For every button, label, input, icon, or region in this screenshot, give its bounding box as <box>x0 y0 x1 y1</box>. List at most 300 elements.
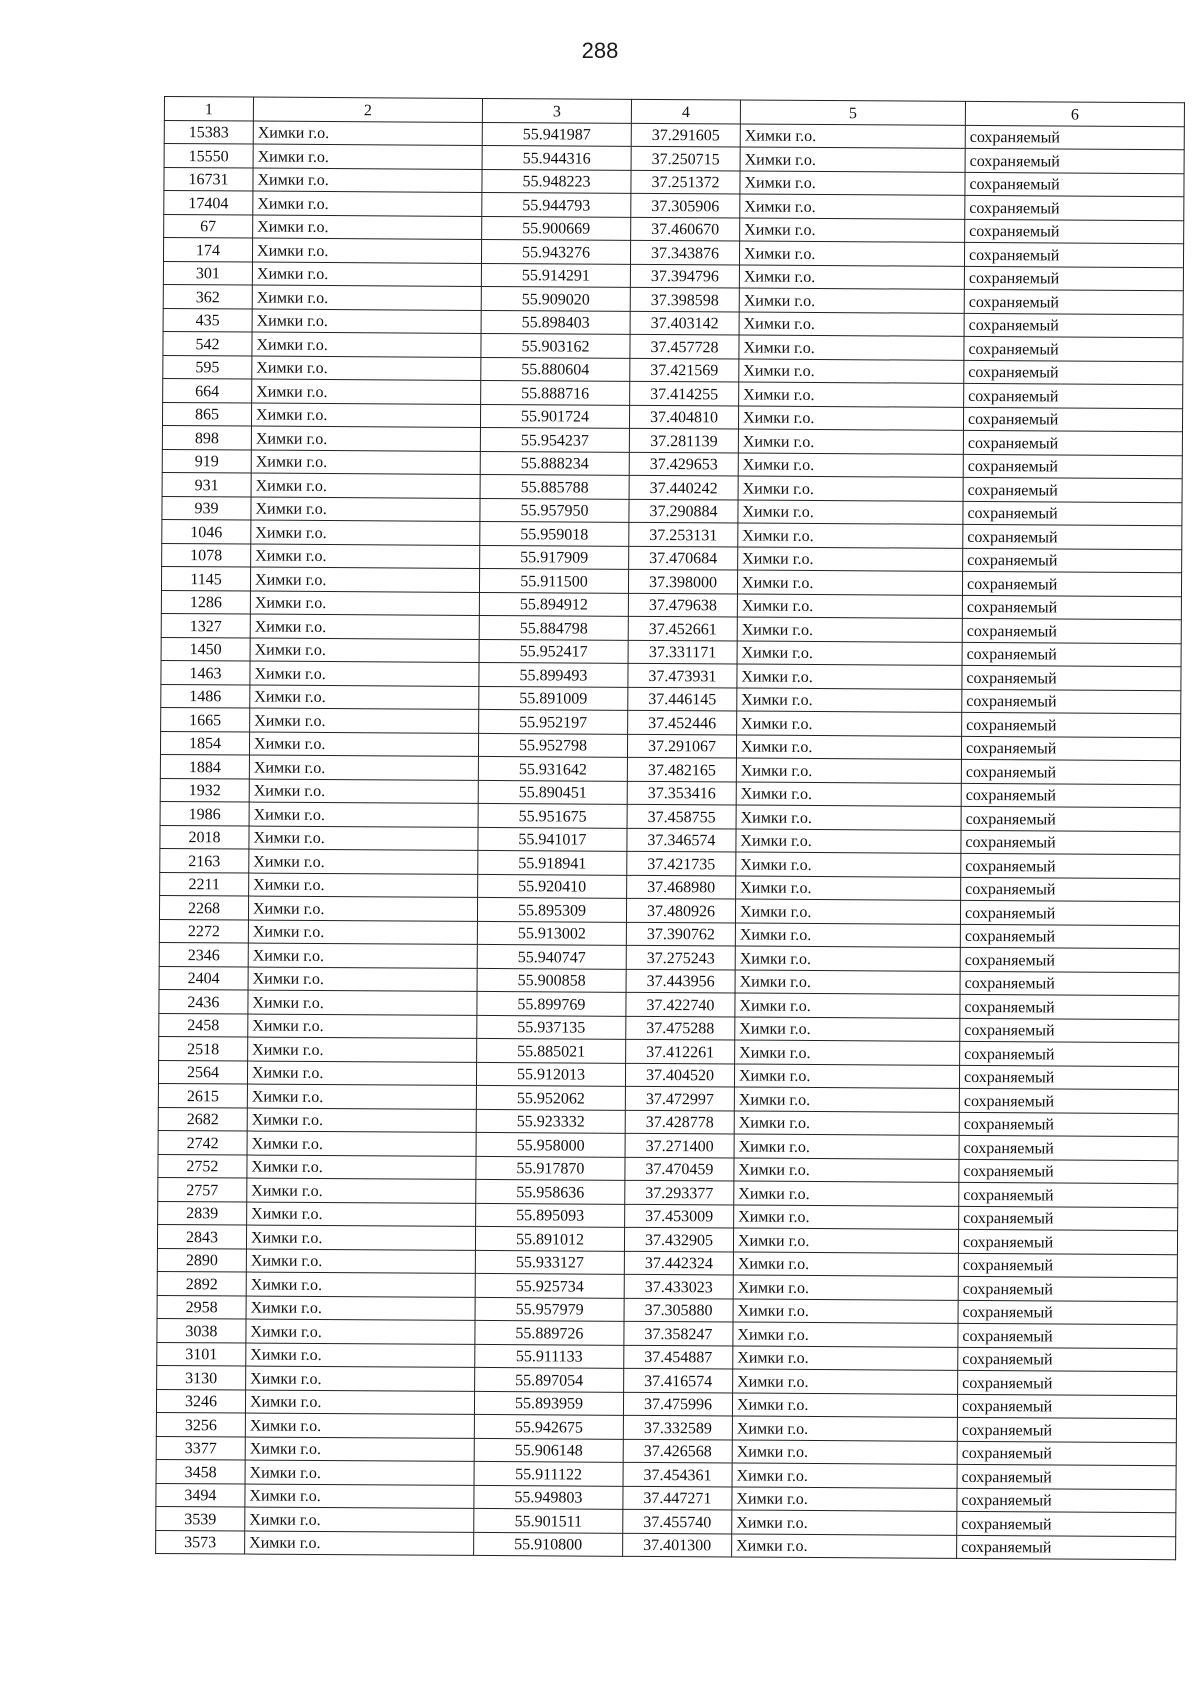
cell-object-id: 1486 <box>161 684 250 708</box>
cell-object-id: 1046 <box>162 519 251 543</box>
header-col-6: 6 <box>965 101 1184 126</box>
cell-status: сохраняемый <box>964 289 1183 314</box>
cell-municipality: Химки г.о. <box>738 476 963 501</box>
cell-district: Химки г.о. <box>248 990 477 1015</box>
cell-latitude: 55.948223 <box>482 169 631 193</box>
cell-latitude: 55.898403 <box>481 310 630 334</box>
cell-district: Химки г.о. <box>247 1178 476 1203</box>
header-col-3: 3 <box>482 98 631 122</box>
cell-district: Химки г.о. <box>249 873 478 898</box>
cell-status: сохраняемый <box>959 1088 1178 1113</box>
cell-latitude: 55.903162 <box>481 333 630 357</box>
data-table <box>155 96 1185 1560</box>
cell-district: Химки г.о. <box>250 661 479 686</box>
cell-latitude: 55.957979 <box>475 1297 624 1321</box>
cell-latitude: 55.944316 <box>482 145 631 169</box>
cell-longitude: 37.305906 <box>631 193 740 217</box>
cell-municipality: Химки г.о. <box>732 1486 957 1511</box>
cell-status: сохраняемый <box>961 806 1180 831</box>
cell-object-id: 1145 <box>161 566 250 590</box>
cell-latitude: 55.914291 <box>481 263 630 287</box>
cell-district: Химки г.о. <box>246 1343 475 1368</box>
cell-object-id: 435 <box>163 308 252 332</box>
cell-municipality: Химки г.о. <box>734 1111 959 1136</box>
cell-latitude: 55.889726 <box>475 1320 624 1344</box>
cell-object-id: 174 <box>163 238 252 262</box>
cell-municipality: Химки г.о. <box>740 124 965 149</box>
cell-district: Химки г.о. <box>246 1249 475 1274</box>
cell-longitude: 37.253131 <box>629 522 738 546</box>
cell-district: Химки г.о. <box>251 403 480 428</box>
cell-municipality: Химки г.о. <box>736 735 961 760</box>
cell-latitude: 55.959018 <box>480 521 629 545</box>
cell-latitude: 55.957950 <box>480 498 629 522</box>
cell-longitude: 37.470459 <box>625 1157 734 1181</box>
cell-district: Химки г.о. <box>250 685 479 710</box>
cell-object-id: 664 <box>163 378 252 402</box>
cell-status: сохраняемый <box>959 1182 1178 1207</box>
cell-district: Химки г.о. <box>245 1390 474 1415</box>
cell-object-id: 2757 <box>158 1177 247 1201</box>
cell-longitude: 37.475288 <box>626 1016 735 1040</box>
cell-latitude: 55.885788 <box>480 474 629 498</box>
cell-status: сохраняемый <box>957 1488 1176 1513</box>
cell-status: сохраняемый <box>965 125 1184 150</box>
cell-district: Химки г.о. <box>251 544 480 569</box>
cell-longitude: 37.403142 <box>630 311 739 335</box>
cell-longitude: 37.470684 <box>629 546 738 570</box>
cell-municipality: Химки г.о. <box>736 758 961 783</box>
cell-longitude: 37.305880 <box>624 1298 733 1322</box>
cell-district: Химки г.о. <box>250 591 479 616</box>
cell-district: Химки г.о. <box>249 732 478 757</box>
cell-status: сохраняемый <box>964 313 1183 338</box>
cell-municipality: Химки г.о. <box>733 1322 958 1347</box>
cell-municipality: Химки г.о. <box>735 899 960 924</box>
cell-status: сохраняемый <box>958 1323 1177 1348</box>
cell-district: Химки г.о. <box>247 1084 476 1109</box>
cell-longitude: 37.291605 <box>631 123 740 147</box>
cell-longitude: 37.414255 <box>630 381 739 405</box>
cell-municipality: Химки г.о. <box>738 429 963 454</box>
cell-object-id: 2458 <box>159 1013 248 1037</box>
cell-status: сохраняемый <box>959 1065 1178 1090</box>
cell-district: Химки г.о. <box>253 144 482 169</box>
cell-longitude: 37.346574 <box>627 828 736 852</box>
cell-municipality: Химки г.о. <box>738 547 963 572</box>
cell-status: сохраняемый <box>961 853 1180 878</box>
cell-latitude: 55.954237 <box>480 427 629 451</box>
cell-municipality: Химки г.о. <box>739 359 964 384</box>
cell-latitude: 55.890451 <box>478 780 627 804</box>
cell-object-id: 301 <box>163 261 252 285</box>
cell-municipality: Химки г.о. <box>737 617 962 642</box>
cell-longitude: 37.421569 <box>630 358 739 382</box>
cell-district: Химки г.о. <box>249 779 478 804</box>
cell-latitude: 55.958000 <box>476 1132 625 1156</box>
cell-municipality: Химки г.о. <box>736 876 961 901</box>
cell-longitude: 37.455740 <box>623 1509 732 1533</box>
cell-district: Химки г.о. <box>251 450 480 475</box>
cell-object-id: 2839 <box>158 1201 247 1225</box>
cell-district: Химки г.о. <box>252 238 481 263</box>
page-number: 288 <box>581 38 619 63</box>
cell-municipality: Химки г.о. <box>739 241 964 266</box>
cell-object-id: 362 <box>163 284 252 308</box>
cell-status: сохраняемый <box>960 994 1179 1019</box>
cell-status: сохраняемый <box>962 595 1181 620</box>
cell-object-id: 1327 <box>161 613 250 637</box>
cell-longitude: 37.416574 <box>624 1368 733 1392</box>
cell-longitude: 37.275243 <box>626 945 735 969</box>
cell-status: сохраняемый <box>961 736 1180 761</box>
cell-municipality: Химки г.о. <box>737 664 962 689</box>
cell-district: Химки г.о. <box>253 215 482 240</box>
cell-latitude: 55.906148 <box>474 1438 623 1462</box>
cell-status: сохраняемый <box>957 1511 1176 1536</box>
cell-status: сохраняемый <box>962 571 1181 596</box>
cell-status: сохраняемый <box>961 830 1180 855</box>
cell-object-id: 542 <box>163 331 252 355</box>
cell-municipality: Химки г.о. <box>739 265 964 290</box>
cell-object-id: 2615 <box>158 1083 247 1107</box>
cell-municipality: Химки г.о. <box>740 194 965 219</box>
cell-latitude: 55.944793 <box>482 192 631 216</box>
cell-object-id: 17404 <box>164 191 253 215</box>
cell-district: Химки г.о. <box>245 1460 474 1485</box>
cell-municipality: Химки г.о. <box>734 1158 959 1183</box>
cell-longitude: 37.390762 <box>626 922 735 946</box>
cell-longitude: 37.458755 <box>627 804 736 828</box>
cell-latitude: 55.958636 <box>476 1179 625 1203</box>
cell-longitude: 37.332589 <box>623 1415 732 1439</box>
cell-municipality: Химки г.о. <box>736 805 961 830</box>
cell-district: Химки г.о. <box>252 285 481 310</box>
cell-object-id: 595 <box>163 355 252 379</box>
cell-longitude: 37.426568 <box>623 1439 732 1463</box>
cell-latitude: 55.942675 <box>474 1414 623 1438</box>
cell-object-id: 3246 <box>156 1389 245 1413</box>
cell-object-id: 2843 <box>157 1224 246 1248</box>
cell-latitude: 55.885021 <box>477 1038 626 1062</box>
cell-object-id: 931 <box>162 472 251 496</box>
cell-status: сохраняемый <box>960 900 1179 925</box>
cell-latitude: 55.941017 <box>478 827 627 851</box>
cell-object-id: 3377 <box>156 1436 245 1460</box>
cell-status: сохраняемый <box>960 971 1179 996</box>
cell-district: Химки г.о. <box>249 755 478 780</box>
cell-longitude: 37.440242 <box>629 475 738 499</box>
cell-municipality: Химки г.о. <box>738 453 963 478</box>
cell-district: Химки г.о. <box>251 520 480 545</box>
cell-object-id: 1854 <box>160 731 249 755</box>
cell-district: Химки г.о. <box>248 920 477 945</box>
cell-object-id: 2682 <box>158 1107 247 1131</box>
cell-municipality: Химки г.о. <box>732 1463 957 1488</box>
cell-latitude: 55.893959 <box>474 1391 623 1415</box>
cell-longitude: 37.475996 <box>623 1392 732 1416</box>
cell-object-id: 865 <box>162 402 251 426</box>
cell-latitude: 55.888234 <box>480 451 629 475</box>
cell-object-id: 3038 <box>157 1318 246 1342</box>
cell-object-id: 1665 <box>161 707 250 731</box>
cell-status: сохраняемый <box>961 783 1180 808</box>
cell-municipality: Химки г.о. <box>739 335 964 360</box>
cell-latitude: 55.931642 <box>478 756 627 780</box>
cell-latitude: 55.917909 <box>480 545 629 569</box>
cell-status: сохраняемый <box>961 759 1180 784</box>
cell-status: сохраняемый <box>964 336 1183 361</box>
cell-status: сохраняемый <box>961 877 1180 902</box>
cell-district: Химки г.о. <box>247 1131 476 1156</box>
cell-longitude: 37.358247 <box>624 1321 733 1345</box>
cell-municipality: Химки г.о. <box>740 147 965 172</box>
cell-longitude: 37.404520 <box>625 1063 734 1087</box>
cell-object-id: 2890 <box>157 1248 246 1272</box>
cell-object-id: 3458 <box>156 1459 245 1483</box>
cell-latitude: 55.911500 <box>479 568 628 592</box>
cell-object-id: 2742 <box>158 1130 247 1154</box>
cell-longitude: 37.442324 <box>624 1251 733 1275</box>
cell-object-id: 15383 <box>164 120 253 144</box>
cell-status: сохраняемый <box>960 1018 1179 1043</box>
cell-district: Химки г.о. <box>245 1437 474 1462</box>
cell-district: Химки г.о. <box>245 1413 474 1438</box>
cell-status: сохраняемый <box>965 219 1184 244</box>
cell-longitude: 37.343876 <box>630 240 739 264</box>
cell-status: сохраняемый <box>964 360 1183 385</box>
cell-district: Химки г.о. <box>245 1507 474 1532</box>
cell-status: сохраняемый <box>962 618 1181 643</box>
cell-municipality: Химки г.о. <box>733 1252 958 1277</box>
cell-object-id: 15550 <box>164 144 253 168</box>
cell-longitude: 37.460670 <box>631 217 740 241</box>
cell-status: сохраняемый <box>958 1229 1177 1254</box>
cell-municipality: Химки г.о. <box>733 1345 958 1370</box>
cell-longitude: 37.428778 <box>625 1110 734 1134</box>
cell-latitude: 55.897054 <box>475 1367 624 1391</box>
cell-status: сохраняемый <box>964 383 1183 408</box>
cell-longitude: 37.281139 <box>629 428 738 452</box>
cell-status: сохраняемый <box>957 1394 1176 1419</box>
cell-longitude: 37.457728 <box>630 334 739 358</box>
cell-district: Химки г.о. <box>252 379 481 404</box>
cell-district: Химки г.о. <box>247 1202 476 1227</box>
cell-status: сохраняемый <box>962 689 1181 714</box>
cell-latitude: 55.952417 <box>479 639 628 663</box>
cell-longitude: 37.412261 <box>626 1039 735 1063</box>
cell-longitude: 37.447271 <box>623 1486 732 1510</box>
cell-status: сохраняемый <box>958 1370 1177 1395</box>
cell-municipality: Химки г.о. <box>736 782 961 807</box>
cell-latitude: 55.933127 <box>475 1250 624 1274</box>
cell-latitude: 55.940747 <box>477 944 626 968</box>
cell-object-id: 1450 <box>161 637 250 661</box>
cell-latitude: 55.900669 <box>482 216 631 240</box>
cell-latitude: 55.891012 <box>475 1226 624 1250</box>
cell-municipality: Химки г.о. <box>733 1275 958 1300</box>
cell-latitude: 55.901511 <box>474 1508 623 1532</box>
cell-municipality: Химки г.о. <box>735 923 960 948</box>
cell-longitude: 37.454361 <box>623 1462 732 1486</box>
cell-object-id: 2211 <box>160 872 249 896</box>
cell-latitude: 55.925734 <box>475 1273 624 1297</box>
cell-district: Химки г.о. <box>250 638 479 663</box>
cell-longitude: 37.454887 <box>624 1345 733 1369</box>
cell-latitude: 55.911133 <box>475 1344 624 1368</box>
cell-object-id: 2436 <box>159 989 248 1013</box>
cell-latitude: 55.910800 <box>474 1532 623 1556</box>
cell-longitude: 37.331171 <box>628 640 737 664</box>
cell-latitude: 55.900858 <box>477 968 626 992</box>
cell-latitude: 55.937135 <box>477 1015 626 1039</box>
cell-status: сохраняемый <box>963 477 1182 502</box>
cell-district: Химки г.о. <box>249 826 478 851</box>
cell-longitude: 37.480926 <box>626 898 735 922</box>
cell-status: сохраняемый <box>957 1441 1176 1466</box>
cell-object-id: 2268 <box>159 895 248 919</box>
cell-object-id: 3256 <box>156 1412 245 1436</box>
cell-longitude: 37.479638 <box>628 593 737 617</box>
cell-longitude: 37.353416 <box>627 781 736 805</box>
cell-municipality: Химки г.о. <box>737 688 962 713</box>
cell-latitude: 55.913002 <box>477 921 626 945</box>
cell-district: Химки г.о. <box>248 943 477 968</box>
cell-latitude: 55.952062 <box>476 1085 625 1109</box>
cell-longitude: 37.398598 <box>630 287 739 311</box>
cell-status: сохраняемый <box>960 924 1179 949</box>
cell-latitude: 55.880604 <box>481 357 630 381</box>
cell-latitude: 55.909020 <box>481 286 630 310</box>
cell-latitude: 55.888716 <box>481 380 630 404</box>
cell-object-id: 16731 <box>164 167 253 191</box>
cell-municipality: Химки г.о. <box>738 406 963 431</box>
cell-district: Химки г.о. <box>252 356 481 381</box>
cell-municipality: Химки г.о. <box>733 1369 958 1394</box>
cell-object-id: 1463 <box>161 660 250 684</box>
cell-district: Химки г.о. <box>248 1014 477 1039</box>
cell-status: сохраняемый <box>957 1535 1176 1560</box>
cell-municipality: Химки г.о. <box>732 1439 957 1464</box>
cell-longitude: 37.251372 <box>631 170 740 194</box>
cell-status: сохраняемый <box>957 1417 1176 1442</box>
cell-longitude: 37.452446 <box>628 710 737 734</box>
cell-object-id: 2404 <box>159 966 248 990</box>
cell-longitude: 37.421735 <box>627 851 736 875</box>
cell-object-id: 898 <box>162 425 251 449</box>
cell-district: Химки г.о. <box>252 332 481 357</box>
cell-longitude: 37.401300 <box>623 1533 732 1557</box>
cell-object-id: 919 <box>162 449 251 473</box>
cell-latitude: 55.899769 <box>477 991 626 1015</box>
cell-longitude: 37.482165 <box>627 757 736 781</box>
cell-object-id: 2346 <box>159 942 248 966</box>
cell-longitude: 37.443956 <box>626 969 735 993</box>
cell-municipality: Химки г.о. <box>732 1416 957 1441</box>
cell-district: Химки г.о. <box>253 168 482 193</box>
cell-object-id: 2518 <box>159 1036 248 1060</box>
cell-municipality: Химки г.о. <box>734 1064 959 1089</box>
cell-district: Химки г.о. <box>246 1319 475 1344</box>
cell-municipality: Химки г.о. <box>735 993 960 1018</box>
cell-latitude: 55.899493 <box>479 662 628 686</box>
cell-municipality: Химки г.о. <box>737 711 962 736</box>
cell-district: Химки г.о. <box>251 497 480 522</box>
cell-district: Химки г.о. <box>246 1296 475 1321</box>
cell-status: сохраняемый <box>962 642 1181 667</box>
cell-longitude: 37.398000 <box>628 569 737 593</box>
cell-status: сохраняемый <box>964 266 1183 291</box>
cell-longitude: 37.446145 <box>628 687 737 711</box>
cell-municipality: Химки г.о. <box>732 1533 957 1558</box>
cell-district: Химки г.о. <box>250 614 479 639</box>
cell-status: сохраняемый <box>965 148 1184 173</box>
cell-municipality: Химки г.о. <box>733 1228 958 1253</box>
cell-district: Химки г.о. <box>253 121 482 146</box>
cell-latitude: 55.951675 <box>478 803 627 827</box>
cell-district: Химки г.о. <box>245 1484 474 1509</box>
cell-longitude: 37.432905 <box>624 1227 733 1251</box>
cell-latitude: 55.894912 <box>479 592 628 616</box>
cell-latitude: 55.943276 <box>481 239 630 263</box>
cell-municipality: Химки г.о. <box>734 1181 959 1206</box>
cell-district: Химки г.о. <box>252 309 481 334</box>
cell-latitude: 55.884798 <box>479 615 628 639</box>
cell-district: Химки г.о. <box>253 191 482 216</box>
cell-status: сохраняемый <box>958 1253 1177 1278</box>
cell-municipality: Химки г.о. <box>738 523 963 548</box>
cell-object-id: 3494 <box>156 1483 245 1507</box>
cell-municipality: Химки г.о. <box>735 946 960 971</box>
cell-district: Химки г.о. <box>246 1225 475 1250</box>
cell-object-id: 2018 <box>160 825 249 849</box>
cell-latitude: 55.901724 <box>480 404 629 428</box>
cell-municipality: Химки г.о. <box>733 1298 958 1323</box>
cell-status: сохраняемый <box>963 454 1182 479</box>
cell-municipality: Химки г.о. <box>739 312 964 337</box>
cell-latitude: 55.917870 <box>476 1156 625 1180</box>
cell-municipality: Химки г.о. <box>734 1205 959 1230</box>
cell-status: сохраняемый <box>965 172 1184 197</box>
header-col-1: 1 <box>164 97 253 121</box>
cell-status: сохраняемый <box>963 524 1182 549</box>
cell-municipality: Химки г.о. <box>734 1134 959 1159</box>
cell-municipality: Химки г.о. <box>732 1510 957 1535</box>
cell-longitude: 37.429653 <box>629 452 738 476</box>
cell-object-id: 3130 <box>157 1365 246 1389</box>
cell-municipality: Химки г.о. <box>738 500 963 525</box>
cell-municipality: Химки г.о. <box>740 218 965 243</box>
cell-municipality: Химки г.о. <box>736 852 961 877</box>
cell-municipality: Химки г.о. <box>737 570 962 595</box>
cell-municipality: Химки г.о. <box>736 829 961 854</box>
cell-status: сохраняемый <box>963 407 1182 432</box>
cell-status: сохраняемый <box>959 1159 1178 1184</box>
cell-municipality: Химки г.о. <box>732 1392 957 1417</box>
cell-district: Химки г.о. <box>248 896 477 921</box>
cell-status: сохраняемый <box>962 712 1181 737</box>
cell-longitude: 37.472997 <box>625 1086 734 1110</box>
cell-object-id: 1078 <box>162 543 251 567</box>
cell-district: Химки г.о. <box>251 426 480 451</box>
cell-district: Химки г.о. <box>251 473 480 498</box>
cell-status: сохраняемый <box>960 947 1179 972</box>
cell-district: Химки г.о. <box>245 1531 474 1556</box>
cell-district: Химки г.о. <box>246 1272 475 1297</box>
cell-object-id: 3573 <box>156 1530 245 1554</box>
cell-district: Химки г.о. <box>246 1366 475 1391</box>
cell-district: Химки г.о. <box>249 849 478 874</box>
